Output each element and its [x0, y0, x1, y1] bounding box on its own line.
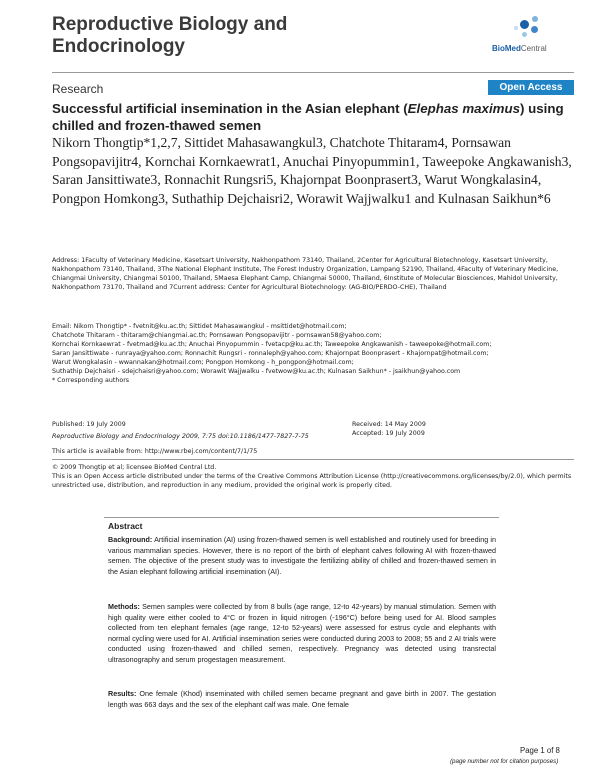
header-divider [52, 72, 574, 73]
title-species: Elephas maximus [407, 101, 520, 116]
biomed-central-logo [492, 16, 572, 56]
title-part-1: Successful artificial insemination in the Asian elephant ( [52, 101, 408, 116]
author-emails [52, 322, 577, 385]
copyright-line: © 2009 Thongtip et al; licensee BioMed Central Ltd. [52, 464, 217, 471]
copyright-divider [52, 459, 574, 460]
open-access-badge: Open Access [488, 80, 574, 95]
abstract-results [108, 689, 496, 710]
received-date: Received: 14 May 2009 [352, 421, 426, 428]
logo-text-central: Central [520, 44, 547, 53]
received-accepted [352, 420, 552, 438]
email-line: Chatchote Thitaram - thitaram@chiangmai.ac.th; Pornsawan Pongsopavijitr - pornsawan58@yahoo.com; [52, 332, 382, 339]
article-url: This article is available from: http://www.rbej.com/content/7/1/75 [52, 448, 258, 455]
methods-text: Semen samples were collected by from 8 bulls (age range, 12-to 42-years) by manual stimulation. Semen with high quality were either cooled to 4°C or frozen in liquid nitrogen (-196°C) before being used for AI. Blood samples collected from ten elephant females (age range, 12-to 52-years) were assessed for estrus cycle and elephants with normal cycling were used for AI. Artificial insemination series were conducted during 2003 to 2008; 55 and 2 AI trials were conducted using frozen-thawed and chilled semen, respectively. Pregnancy was detected using transrectal ultrasonography and serum progestagen measurement. [108, 602, 496, 664]
published-date: Published: 19 July 2009 [52, 421, 126, 428]
background-text: Artificial insemination (AI) using frozen-thawed semen is well established and routinely used for breeding in various mammalian species. However, there is no report of the birth of elephant calves following AI with frozen-thawed semen. The objective of the present study was to investigate the fertilizing ability of chilled and frozen-thawed semen in the Asian elephant following artificial insemination (AI). [108, 535, 496, 576]
results-label: Results: [108, 689, 137, 698]
publication-info [52, 420, 342, 441]
journal-title: Reproductive Biology and Endocrinology [52, 14, 288, 57]
section-label: Research [52, 82, 104, 96]
page-number: Page 1 of 8 [520, 746, 560, 755]
email-line: Email: Nikorn Thongtip* - fvetnit@ku.ac.th; Sittidet Mahasawangkul - msittidet@hotmail.com; [52, 323, 347, 330]
results-text: One female (Khod) inseminated with chilled semen became pregnant and gave birth in 2007. The gestation length was 663 days and the sex of the elephant calf was male. One female [108, 689, 496, 709]
abstract-background [108, 535, 496, 577]
article-title [52, 100, 572, 134]
background-label: Background: [108, 535, 153, 544]
email-line: Warut Wongkalasin - wwannakan@hotmail.com; Pongpon Homkong - h_pongpon@hotmail.com; [52, 359, 354, 366]
corresponding-note: * Corresponding authors [52, 377, 130, 384]
license-text: This is an Open Access article distributed under the terms of the Creative Commons Attribution License (http://creativecommons.org/licenses/by/2.0), which permits unrestricted use, distribution, and reproduction in any medium, provided the original work is properly cited. [52, 473, 572, 489]
email-line: Kornchai Kornkaewrat - fvetmad@ku.ac.th; Anuchai Pinyopummin - fvetacp@ku.ac.th; Taweepoke Angkawanish - taweepoke@hotmail.com; [52, 341, 492, 348]
author-addresses: Address: 1Faculty of Veterinary Medicine, Kasetsart University, Nakhonpathom 73140, Thailand, 2Center for Agricultural Biotechnology, Kasetsart University, Nakhonpathom 73140, Thailand, 3The National Elephant Institute, The Forest Industry Organization, Lampang 52190, Thailand, 4Faculty of Veterinary Medicine, Chiangmai University, Chiangmai 50100, Thailand, 5Maesa Elephant Camp, Chiangmai 50000, Thailand, 6Institute of Molecular Biosciences, Mahidol University, Nakhonpathom 73170, Thailand and 7Current address: Center for Agricultural Biotechnology: (AG-BIO/PERDO-CHE), Thailand [52, 257, 559, 291]
page-number-note: (page number not for citation purposes) [450, 758, 559, 765]
title-part-2: ) using chilled and frozen-thawed semen [52, 101, 564, 133]
logo-text-biomed: BioMed [492, 44, 521, 53]
abstract-methods [108, 602, 496, 666]
author-list: Nikorn Thongtip*1,2,7, Sittidet Mahasawangkul3, Chatchote Thitaram4, Pornsawan Pongsopavijitr4, Kornchai Kornkaewrat1, Anuchai Pinyopummin1, Taweepoke Angkawanish3, Saran Jansittiwate3, Ronnachit Rungsri5, Khajornpat Boonprasert3, Warut Wongkalasin4, Pongpon Homkong3, Suthathip Dejchaisri2, Worawit Wajjwalku1 and Kulnasan Saikhun*6 [52, 135, 572, 206]
abstract-heading: Abstract [108, 521, 143, 531]
copyright-block [52, 463, 577, 490]
accepted-date: Accepted: 19 July 2009 [352, 430, 425, 437]
methods-label: Methods: [108, 602, 140, 611]
email-line: Saran Jansittiwate - runraya@yahoo.com; Ronnachit Rungsri - ronnaleph@yahoo.com; Khajornpat Boonprasert - Khajornpat@hotmail.com; [52, 350, 489, 357]
email-line: Suthathip Dejchaisri - sdejchaisri@yahoo.com; Worawit Wajjwalku - fvetwow@ku.ac.th; Kulnasan Saikhun* - jsaikhun@yahoo.com [52, 368, 461, 375]
citation: Reproductive Biology and Endocrinology 2009, 7:75 doi:10.1186/1477-7827-7-75 [52, 433, 309, 440]
